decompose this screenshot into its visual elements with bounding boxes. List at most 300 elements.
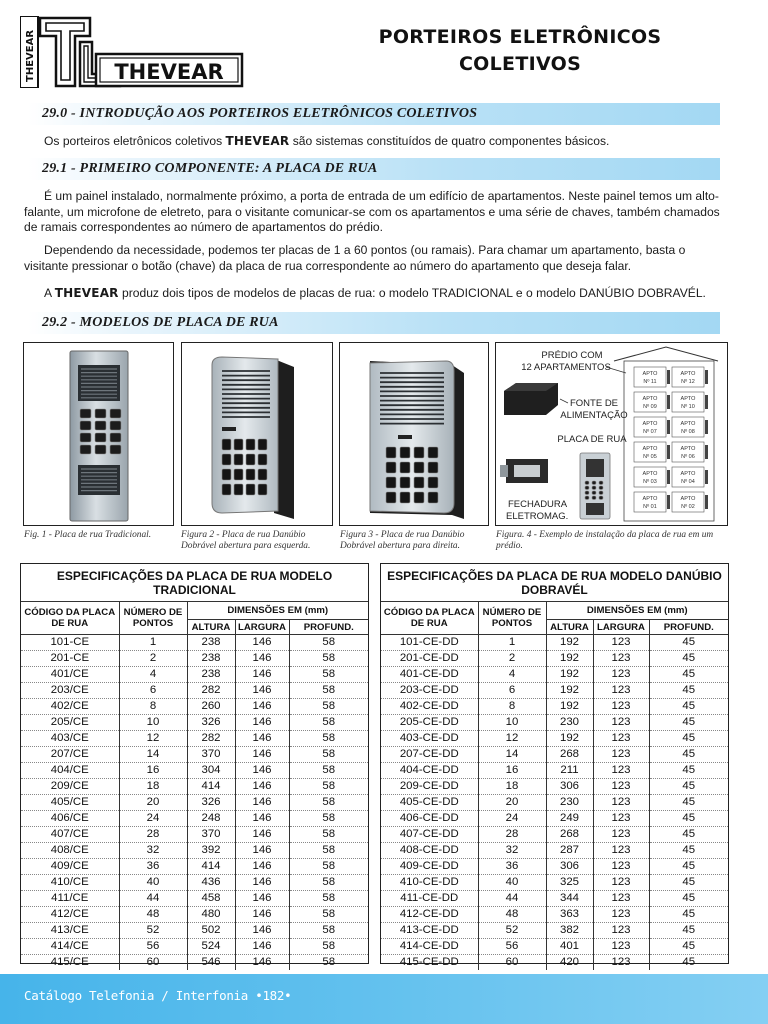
cell-width: 146: [235, 875, 289, 891]
cell-code: 401-CE-DD: [381, 667, 478, 683]
cell-code: 415-CE-DD: [381, 955, 478, 971]
keypad-button: [246, 484, 255, 495]
keypad-button: [386, 447, 396, 458]
logo-brand-text: THEVEAR: [114, 60, 224, 84]
keypad-button: [400, 492, 410, 503]
paragraph-models: [24, 286, 722, 302]
page-title-line1: PORTEIROS ELETRÔNICOS: [378, 26, 662, 48]
cell-height: 248: [187, 811, 235, 827]
cell-depth: 45: [649, 907, 728, 923]
table-row: [21, 811, 368, 827]
cell-width: 123: [593, 747, 649, 763]
cell-width: 146: [235, 859, 289, 875]
cell-code: 402-CE-DD: [381, 699, 478, 715]
cell-height: 370: [187, 827, 235, 843]
table-row: [21, 683, 368, 699]
cell-height: 260: [187, 699, 235, 715]
keypad-button: [592, 496, 596, 500]
spec-table-danubio-grid: [381, 601, 728, 970]
cell-width: 123: [593, 859, 649, 875]
cell-height: 458: [187, 891, 235, 907]
cell-depth: 45: [649, 795, 728, 811]
cell-depth: 45: [649, 763, 728, 779]
cell-width: 123: [593, 875, 649, 891]
header-depth: PROFUND.: [649, 620, 728, 635]
keypad-button: [414, 462, 424, 473]
cell-height: 420: [546, 955, 593, 971]
cell-points: 16: [119, 763, 187, 779]
cell-height: 414: [187, 779, 235, 795]
header-width: LARGURA: [235, 620, 289, 635]
intro-paragraph: [24, 134, 722, 150]
cell-width: 146: [235, 683, 289, 699]
keypad-button: [386, 492, 396, 503]
cell-points: 48: [478, 907, 546, 923]
cell-depth: 45: [649, 923, 728, 939]
apartment-number: Nº 04: [681, 479, 695, 485]
cell-depth: 58: [289, 747, 368, 763]
cell-height: 382: [546, 923, 593, 939]
cell-code: 406-CE-DD: [381, 811, 478, 827]
cell-points: 6: [478, 683, 546, 699]
cell-code: 101-CE-DD: [381, 635, 478, 651]
cell-code: 404/CE: [21, 763, 119, 779]
keypad-button: [592, 481, 596, 485]
cell-width: 123: [593, 827, 649, 843]
cell-code: 201-CE-DD: [381, 651, 478, 667]
table-row: [381, 683, 728, 699]
cell-code: 409-CE-DD: [381, 859, 478, 875]
paragraph-panel-description: [24, 189, 722, 236]
cell-points: 28: [478, 827, 546, 843]
table-row: [381, 635, 728, 651]
table-row: [381, 843, 728, 859]
cell-code: 403-CE-DD: [381, 731, 478, 747]
cell-depth: 58: [289, 891, 368, 907]
header-points: NÚMERO DE PONTOS: [478, 602, 546, 635]
cell-code: 405/CE: [21, 795, 119, 811]
cell-depth: 58: [289, 827, 368, 843]
table-row: [381, 699, 728, 715]
cell-depth: 58: [289, 715, 368, 731]
keypad-button: [234, 469, 243, 480]
table-row: [381, 923, 728, 939]
cell-height: 306: [546, 779, 593, 795]
keypad-button: [110, 409, 121, 418]
cell-points: 2: [119, 651, 187, 667]
cell-height: 192: [546, 699, 593, 715]
cell-depth: 45: [649, 683, 728, 699]
cell-depth: 45: [649, 875, 728, 891]
apartment-prefix: APTO: [642, 446, 658, 452]
cell-depth: 58: [289, 683, 368, 699]
table-row: [381, 859, 728, 875]
table-row: [381, 715, 728, 731]
cell-code: 413-CE-DD: [381, 923, 478, 939]
table-row: [21, 651, 368, 667]
keypad-button: [400, 462, 410, 473]
cell-width: 123: [593, 779, 649, 795]
cell-code: 205-CE-DD: [381, 715, 478, 731]
logo-vertical-text: THEVEAR: [25, 29, 36, 82]
cell-points: 4: [119, 667, 187, 683]
figure-danubio-right: [339, 342, 489, 526]
cell-height: 249: [546, 811, 593, 827]
cell-width: 123: [593, 907, 649, 923]
section-heading-29-1-text: 29.1 - PRIMEIRO COMPONENTE: A PLACA DE RUA: [42, 161, 378, 176]
header-depth: PROFUND.: [289, 620, 368, 635]
cell-depth: 58: [289, 843, 368, 859]
cell-points: 10: [119, 715, 187, 731]
table-row: [381, 827, 728, 843]
interphone-icon: [667, 370, 670, 384]
cell-points: 28: [119, 827, 187, 843]
section-heading-29-0: [24, 103, 720, 125]
cell-width: 146: [235, 715, 289, 731]
figure-caption-1: Fig. 1 - Placa de rua Tradicional.: [24, 530, 152, 540]
cell-code: 402/CE: [21, 699, 119, 715]
cell-points: 60: [478, 955, 546, 971]
cell-code: 406/CE: [21, 811, 119, 827]
cell-depth: 58: [289, 795, 368, 811]
table-row: [381, 763, 728, 779]
cell-width: 123: [593, 939, 649, 955]
cell-depth: 58: [289, 667, 368, 683]
intro-text-after: são sistemas constituídos de quatro componentes básicos.: [292, 134, 610, 148]
header-height: ALTURA: [546, 620, 593, 635]
table-row: [381, 779, 728, 795]
cell-code: 407-CE-DD: [381, 827, 478, 843]
cell-width: 123: [593, 667, 649, 683]
cell-depth: 58: [289, 955, 368, 971]
cell-points: 40: [478, 875, 546, 891]
keypad-button: [414, 447, 424, 458]
apartment-prefix: APTO: [680, 471, 696, 477]
keypad-button: [80, 433, 91, 442]
cell-height: 238: [187, 635, 235, 651]
apartment-number: Nº 10: [681, 404, 695, 410]
cell-height: 238: [187, 651, 235, 667]
table-row: [21, 907, 368, 923]
cell-height: 524: [187, 939, 235, 955]
cell-points: 18: [119, 779, 187, 795]
spec-table-traditional-grid: [21, 601, 368, 970]
keypad-button: [95, 409, 106, 418]
installation-diagram: [496, 343, 728, 526]
table-row: [381, 667, 728, 683]
table-row: [381, 651, 728, 667]
cell-depth: 58: [289, 635, 368, 651]
table-row: [21, 763, 368, 779]
traditional-panel-image: [24, 343, 174, 526]
keypad-button: [110, 421, 121, 430]
keypad-button: [222, 454, 231, 465]
cell-height: 480: [187, 907, 235, 923]
interphone-icon: [667, 495, 670, 509]
diagram-label-building-2: 12 APARTAMENTOS: [521, 362, 611, 373]
cell-depth: 45: [649, 731, 728, 747]
cell-depth: 58: [289, 763, 368, 779]
table-row: [381, 795, 728, 811]
keypad-button: [428, 447, 438, 458]
figure-traditional-panel: [23, 342, 174, 526]
apartment-number: Nº 06: [681, 454, 695, 460]
cell-width: 123: [593, 715, 649, 731]
cell-points: 36: [119, 859, 187, 875]
cell-depth: 58: [289, 923, 368, 939]
keypad-button: [246, 469, 255, 480]
cell-depth: 45: [649, 667, 728, 683]
cell-code: 201-CE: [21, 651, 119, 667]
paragraph-models-after: produz dois tipos de modelos de placas de rua: o modelo TRADICIONAL e o modelo DANÚBIO DOBRAVÉL.: [122, 286, 706, 300]
cell-code: 205/CE: [21, 715, 119, 731]
cell-depth: 45: [649, 699, 728, 715]
spec-table-danubio: [380, 563, 729, 969]
cell-depth: 45: [649, 651, 728, 667]
cell-code: 411/CE: [21, 891, 119, 907]
header-points: NÚMERO DE PONTOS: [119, 602, 187, 635]
apartment-prefix: APTO: [680, 421, 696, 427]
cell-code: 411-CE-DD: [381, 891, 478, 907]
figure-danubio-left: [181, 342, 333, 526]
cell-points: 1: [119, 635, 187, 651]
cell-points: 10: [478, 715, 546, 731]
cell-points: 36: [478, 859, 546, 875]
cell-points: 4: [478, 667, 546, 683]
cell-code: 203/CE: [21, 683, 119, 699]
header-dimensions: DIMENSÕES EM (mm): [546, 602, 728, 620]
keypad-button: [585, 496, 589, 500]
table-row: [381, 955, 728, 971]
section-heading-29-2: [24, 312, 720, 334]
keypad-button: [234, 454, 243, 465]
diagram-label-building-1: PRÉDIO COM: [541, 350, 603, 361]
table-row: [381, 811, 728, 827]
table-row: [21, 923, 368, 939]
cell-width: 123: [593, 923, 649, 939]
cell-height: 211: [546, 763, 593, 779]
interphone-icon: [705, 445, 708, 459]
apartment-prefix: APTO: [680, 396, 696, 402]
cell-depth: 58: [289, 779, 368, 795]
cell-code: 410/CE: [21, 875, 119, 891]
header-dimensions: DIMENSÕES EM (mm): [187, 602, 368, 620]
table-row: [21, 699, 368, 715]
cell-points: 32: [119, 843, 187, 859]
interphone-icon: [705, 495, 708, 509]
cell-points: 20: [119, 795, 187, 811]
cell-width: 146: [235, 923, 289, 939]
cell-height: 344: [546, 891, 593, 907]
table-row: [21, 843, 368, 859]
cell-points: 44: [119, 891, 187, 907]
keypad-button: [110, 445, 121, 454]
keypad-button: [428, 477, 438, 488]
diagram-label-lock-2: ELETROMAG.: [506, 511, 569, 522]
cell-code: 401/CE: [21, 667, 119, 683]
cell-points: 52: [478, 923, 546, 939]
cell-height: 502: [187, 923, 235, 939]
cell-depth: 58: [289, 731, 368, 747]
paragraph-points-text: Dependendo da necessidade, podemos ter placas de 1 a 60 pontos (ou ramais). Para chamar um apartamento, basta o visitante pressionar o botão (chave) da placa de rua correspondente ao número do apartamento que deseja falar.: [24, 243, 686, 273]
cell-points: 24: [119, 811, 187, 827]
keypad-button: [414, 477, 424, 488]
keypad-button: [95, 445, 106, 454]
table-row: [21, 635, 368, 651]
keypad-button: [80, 445, 91, 454]
apartment-prefix: APTO: [642, 421, 658, 427]
table-row: [21, 747, 368, 763]
paragraph-models-brand: THEVEAR: [54, 286, 119, 300]
cell-points: 40: [119, 875, 187, 891]
cell-width: 146: [235, 699, 289, 715]
cell-width: 146: [235, 955, 289, 971]
keypad-button: [585, 481, 589, 485]
cell-points: 20: [478, 795, 546, 811]
cell-width: 123: [593, 795, 649, 811]
cell-width: 146: [235, 827, 289, 843]
cell-height: 282: [187, 731, 235, 747]
cell-height: 192: [546, 651, 593, 667]
cell-width: 146: [235, 795, 289, 811]
cell-width: 123: [593, 811, 649, 827]
apartment-number: Nº 08: [681, 429, 695, 435]
table-row: [381, 891, 728, 907]
table-row: [21, 859, 368, 875]
apartment-prefix: APTO: [680, 371, 696, 377]
cell-height: 192: [546, 683, 593, 699]
spec-table-traditional-title: ESPECIFICAÇÕES DA PLACA DE RUA MODELO TRADICIONAL: [56, 569, 333, 597]
keypad-button: [599, 481, 603, 485]
cell-points: 18: [478, 779, 546, 795]
danubio-right-panel-image: [340, 343, 489, 526]
diagram-label-power-1: FONTE DE: [569, 398, 619, 409]
cell-points: 24: [478, 811, 546, 827]
cell-code: 409/CE: [21, 859, 119, 875]
keypad-button: [258, 484, 267, 495]
cell-points: 8: [119, 699, 187, 715]
table-row: [381, 939, 728, 955]
keypad-button: [234, 484, 243, 495]
cell-width: 146: [235, 763, 289, 779]
cell-depth: 58: [289, 939, 368, 955]
cell-width: 123: [593, 683, 649, 699]
apartment-prefix: APTO: [680, 446, 696, 452]
footer-text: Catálogo Telefonia / Interfonia •182•: [24, 988, 292, 1003]
cell-height: 287: [546, 843, 593, 859]
cell-height: 546: [187, 955, 235, 971]
cell-points: 1: [478, 635, 546, 651]
section-heading-29-1: [24, 158, 720, 180]
cell-height: 238: [187, 667, 235, 683]
cell-code: 415/CE: [21, 955, 119, 971]
interphone-icon: [705, 470, 708, 484]
apartment-number: Nº 12: [681, 379, 695, 385]
thevear-logo: [20, 16, 246, 88]
cell-width: 123: [593, 731, 649, 747]
keypad-button: [428, 462, 438, 473]
keypad-button: [599, 496, 603, 500]
keypad-button: [95, 421, 106, 430]
cell-depth: 45: [649, 843, 728, 859]
cell-depth: 58: [289, 907, 368, 923]
cell-code: 410-CE-DD: [381, 875, 478, 891]
cell-width: 146: [235, 811, 289, 827]
cell-depth: 45: [649, 955, 728, 971]
keypad-button: [80, 409, 91, 418]
keypad-button: [95, 433, 106, 442]
cell-height: 282: [187, 683, 235, 699]
apartment-number: Nº 02: [681, 504, 695, 510]
cell-code: 408/CE: [21, 843, 119, 859]
table-row: [21, 779, 368, 795]
cell-code: 209/CE: [21, 779, 119, 795]
spec-table-danubio-title: ESPECIFICAÇÕES DA PLACA DE RUA MODELO DANÚBIO DOBRAVÉL: [387, 569, 722, 597]
table-row: [381, 747, 728, 763]
cell-height: 325: [546, 875, 593, 891]
keypad-button: [414, 492, 424, 503]
table-row: [21, 827, 368, 843]
keypad-button: [258, 439, 267, 450]
cell-code: 412-CE-DD: [381, 907, 478, 923]
cell-points: 12: [478, 731, 546, 747]
cell-code: 413/CE: [21, 923, 119, 939]
interphone-icon: [667, 445, 670, 459]
table-row: [21, 715, 368, 731]
cell-height: 268: [546, 747, 593, 763]
cell-height: 192: [546, 731, 593, 747]
cell-width: 146: [235, 635, 289, 651]
keypad-button: [400, 447, 410, 458]
apartment-number: Nº 07: [643, 429, 657, 435]
paragraph-points: [24, 243, 722, 274]
cell-depth: 58: [289, 651, 368, 667]
table-row: [21, 955, 368, 971]
cell-depth: 45: [649, 779, 728, 795]
interphone-icon: [667, 470, 670, 484]
table-row: [381, 731, 728, 747]
cell-code: 412/CE: [21, 907, 119, 923]
keypad-button: [585, 491, 589, 495]
cell-code: 209-CE-DD: [381, 779, 478, 795]
apartment-number: Nº 11: [643, 379, 657, 385]
page-title: [300, 24, 740, 78]
apartment-number: Nº 05: [643, 454, 657, 460]
cell-height: 306: [546, 859, 593, 875]
header-width: LARGURA: [593, 620, 649, 635]
cell-depth: 45: [649, 891, 728, 907]
cell-depth: 45: [649, 747, 728, 763]
cell-width: 123: [593, 635, 649, 651]
cell-points: 44: [478, 891, 546, 907]
cell-width: 123: [593, 699, 649, 715]
cell-height: 326: [187, 795, 235, 811]
footer-bar: [0, 974, 768, 1024]
cell-depth: 45: [649, 715, 728, 731]
apartment-number: Nº 03: [643, 479, 657, 485]
keypad-button: [386, 462, 396, 473]
cell-width: 146: [235, 779, 289, 795]
keypad-button: [599, 491, 603, 495]
header-code: CÓDIGO DA PLACA DE RUA: [21, 602, 119, 635]
cell-height: 230: [546, 795, 593, 811]
keypad-button: [222, 439, 231, 450]
figure-caption-2: Figura 2 - Placa de rua Danúbio Dobrável abertura para esquerda.: [181, 530, 311, 551]
cell-points: 8: [478, 699, 546, 715]
table-row: [21, 731, 368, 747]
cell-depth: 58: [289, 875, 368, 891]
keypad-button: [428, 492, 438, 503]
